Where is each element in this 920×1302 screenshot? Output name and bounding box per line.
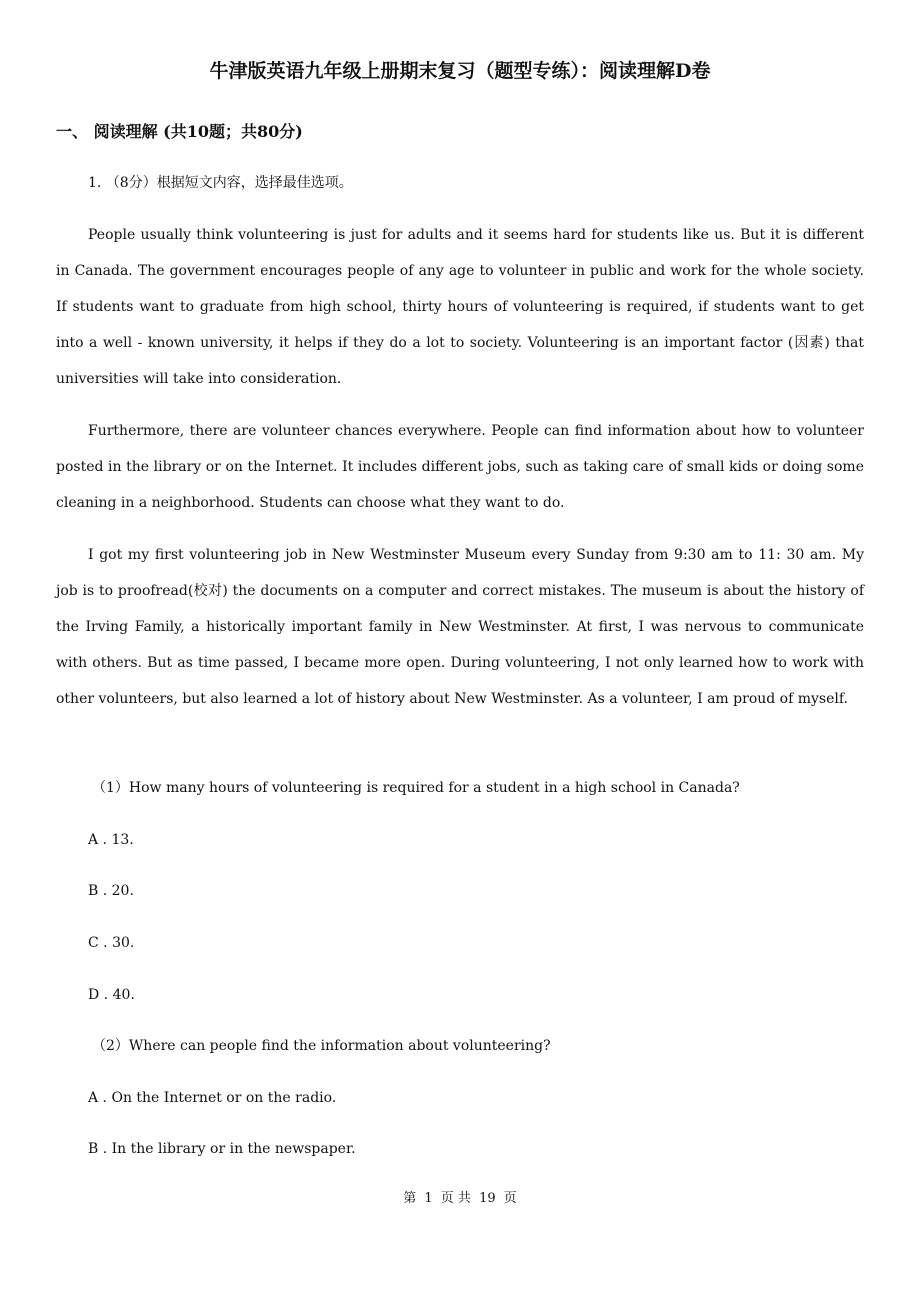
- footer-suffix: 页: [503, 1191, 517, 1206]
- option-2-a: A . On the Internet or on the radio.: [88, 1090, 337, 1106]
- section-heading: 一、 阅读理解 (共10题；共80分): [56, 122, 303, 141]
- sub-question-1-prompt: （1）How many hours of volunteering is required for a student in a high school in Canada?: [92, 780, 740, 796]
- passage-paragraph-1: People usually think volunteering is just for adults and it seems hard for students like us. But it is different in Canada. The government encourages people of any age to volunteer in public and work for the whole society. If students want to graduate from high school, thirty hours of volunteering is required, if students want to get into a well - known university, it helps if they do a lot to society. Volunteering is an important factor (因素) that universities will take into consideration.: [56, 227, 864, 387]
- option-2-b: B . In the library or in the newspaper.: [88, 1141, 356, 1157]
- page-title: 牛津版英语九年级上册期末复习（题型专练）：阅读理解D卷: [209, 60, 711, 82]
- passage-paragraph-2: Furthermore, there are volunteer chances everywhere. People can find information about how to volunteer posted in the library or on the Internet. It includes different jobs, such as taking care of small kids or doing some cleaning in a neighborhood. Students can choose what they want to do.: [56, 423, 864, 511]
- footer-middle: 页 共: [440, 1191, 471, 1206]
- footer-total-pages: 19: [479, 1191, 496, 1206]
- sub-question-2-prompt: （2）Where can people find the information about volunteering?: [92, 1038, 551, 1054]
- option-1-c: C . 30.: [88, 935, 135, 951]
- option-1-b: B . 20.: [88, 883, 134, 899]
- page-footer: [0, 1188, 920, 1210]
- question-header: 1. （8分）根据短文内容，选择最佳选项。: [88, 175, 353, 191]
- footer-page-number: 1: [424, 1191, 433, 1206]
- passage-paragraph-3: I got my first volunteering job in New Westminster Museum every Sunday from 9:30 am to 11: 30 am. My job is to proofread(校对) the documents on a computer and correct mistakes. The museum is about the history of the Irving Family, a historically important family in New Westminster. At first, I was nervous to communicate with others. But as time passed, I became more open. During volunteering, I not only learned how to work with other volunteers, but also learned a lot of history about New Westminster. As a volunteer, I am proud of myself.: [56, 547, 864, 707]
- option-1-d: D . 40.: [88, 987, 135, 1003]
- footer-prefix: 第: [403, 1191, 417, 1206]
- option-1-a: A . 13.: [88, 832, 134, 848]
